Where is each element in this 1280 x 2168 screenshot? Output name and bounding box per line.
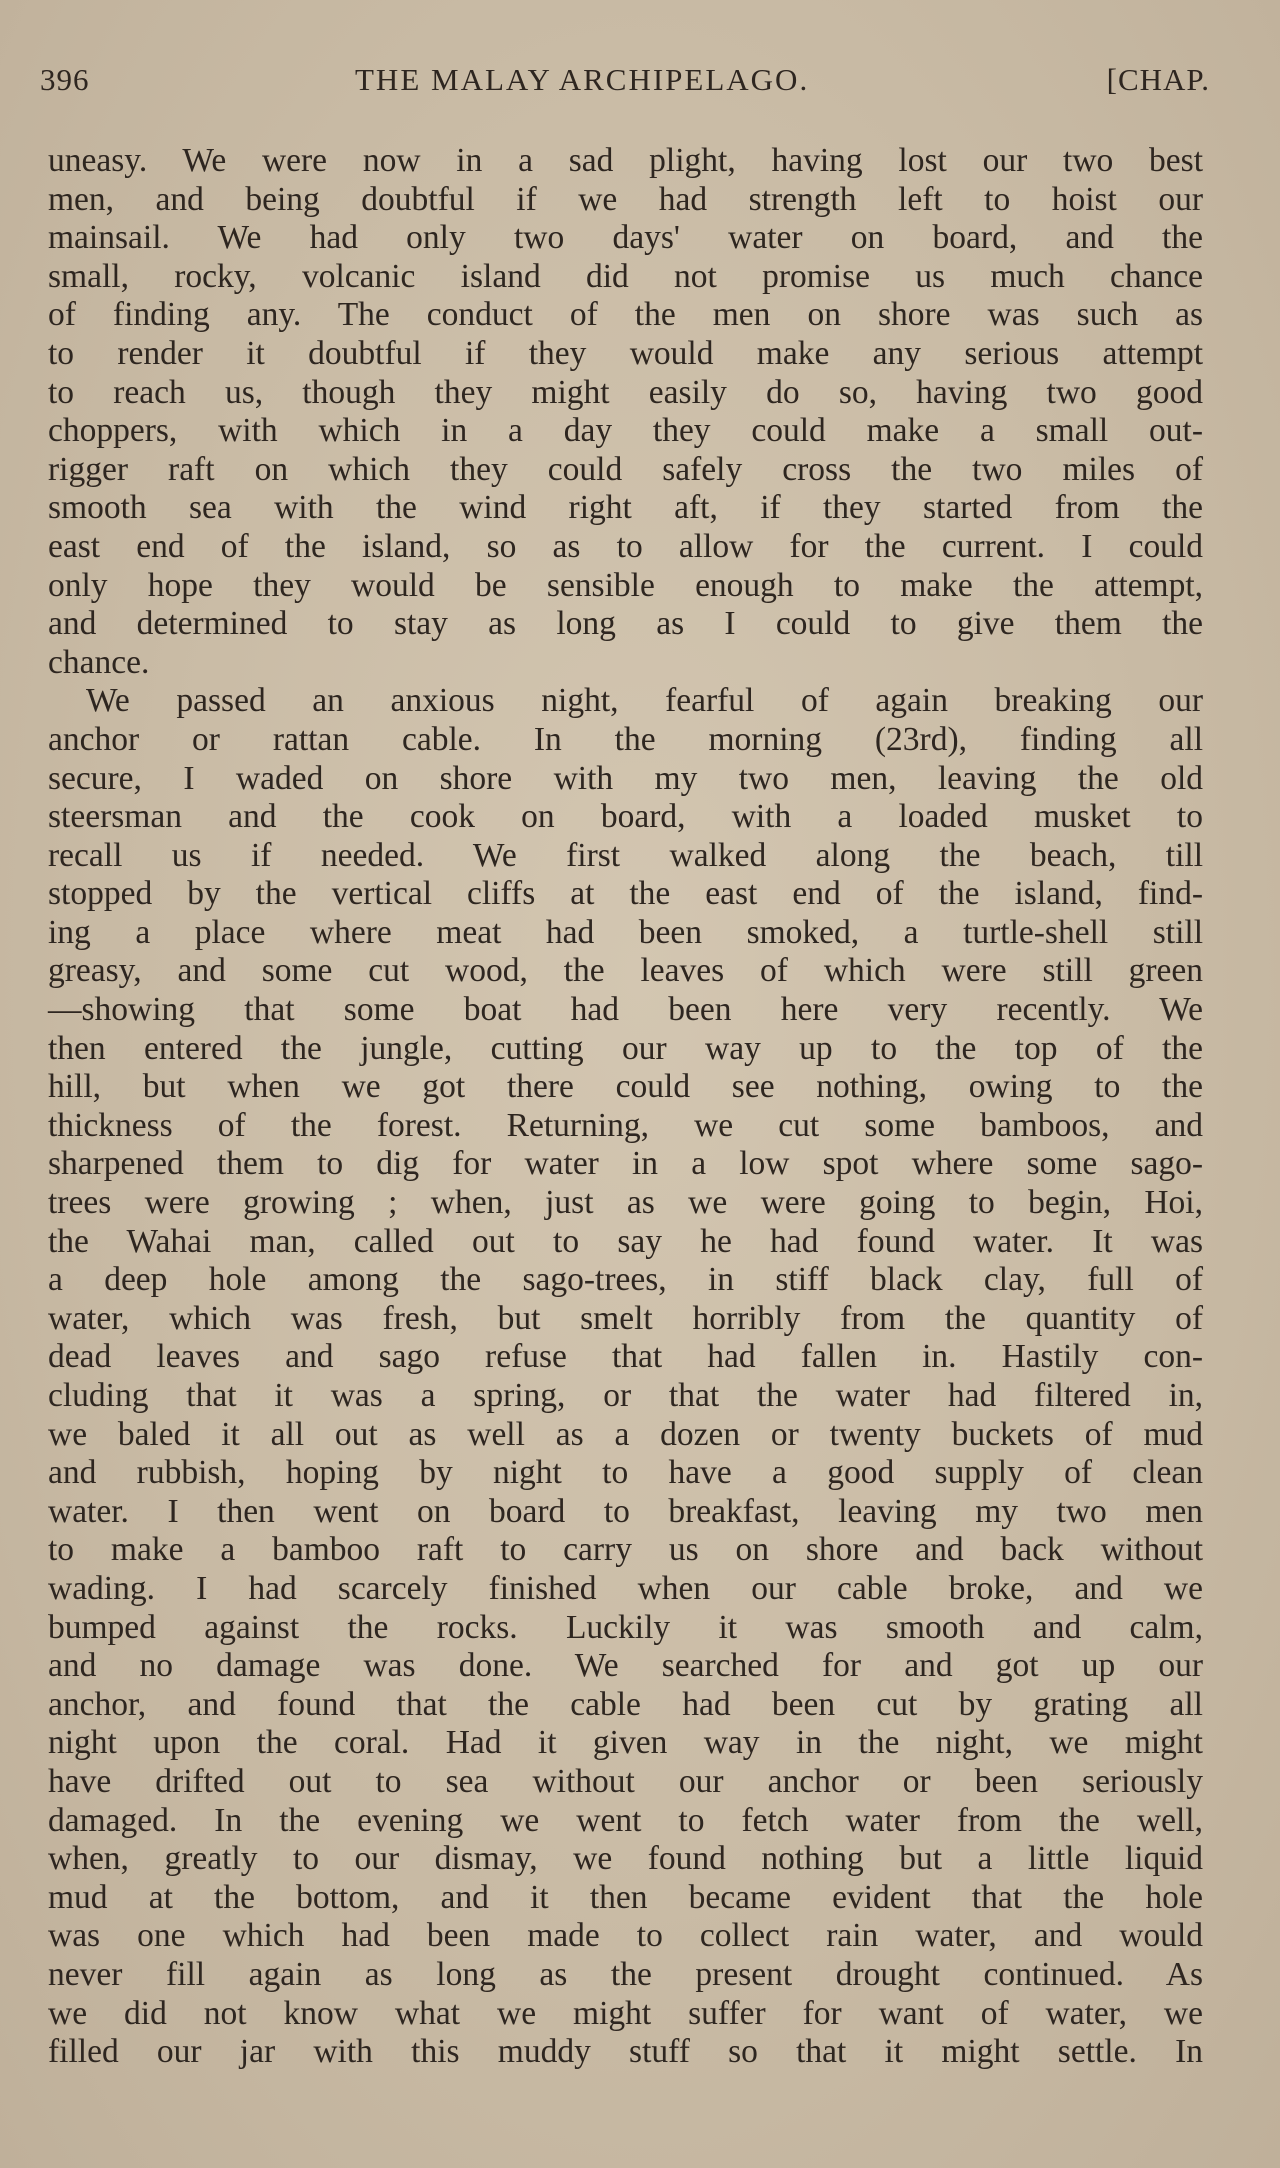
- page-number: 396: [40, 62, 90, 97]
- text-line: We passed an anxious night, fearful of again breaking our: [86, 682, 1203, 720]
- chapter-mark: [CHAP.: [1106, 62, 1210, 97]
- text-line: filled our jar with this muddy stuff so that it might settle. In: [48, 2033, 1203, 2071]
- text-line: east end of the island, so as to allow for the current. I could: [48, 527, 1203, 565]
- text-line: only hope they would be sensible enough to make the attempt,: [48, 566, 1203, 604]
- text-line: uneasy. We were now in a sad plight, having lost our two best: [48, 142, 1203, 179]
- text-line: anchor, and found that the cable had been cut by grating all: [48, 1685, 1203, 1723]
- text-line: we baled it all out as well as a dozen or twenty buckets of mud: [48, 1415, 1203, 1453]
- text-line: mainsail. We had only two days' water on board, and the: [48, 219, 1203, 257]
- text-line: stopped by the vertical cliffs at the east end of the island, find-: [48, 875, 1203, 913]
- body-text: [48, 142, 1203, 2072]
- text-line: then entered the jungle, cutting our way up to the top of the: [48, 1029, 1203, 1067]
- text-line: a deep hole among the sago-trees, in stiff black clay, full of: [48, 1261, 1203, 1299]
- text-line: steersman and the cook on board, with a loaded musket to: [48, 798, 1203, 836]
- text-line: and no damage was done. We searched for and got up our: [48, 1647, 1203, 1685]
- text-line: dead leaves and sago refuse that had fallen in. Hastily con-: [48, 1338, 1203, 1376]
- text-line: cluding that it was a spring, or that the water had filtered in,: [48, 1377, 1203, 1414]
- text-line: recall us if needed. We first walked along the beach, till: [48, 836, 1203, 874]
- text-line: choppers, with which in a day they could make a small out-: [48, 412, 1203, 450]
- text-line: rigger raft on which they could safely cross the two miles of: [48, 450, 1203, 488]
- text-line: mud at the bottom, and it then became evident that the hole: [48, 1878, 1203, 1916]
- text-line: secure, I waded on shore with my two men, leaving the old: [48, 759, 1203, 797]
- text-line: smooth sea with the wind right aft, if they started from the: [48, 489, 1203, 527]
- text-line: anchor or rattan cable. In the morning (23rd), finding all: [48, 720, 1203, 758]
- text-line: have drifted out to sea without our anchor or been seriously: [48, 1762, 1203, 1800]
- text-line: to reach us, though they might easily do so, having two good: [48, 373, 1203, 411]
- text-line: greasy, and some cut wood, the leaves of which were still green: [48, 952, 1203, 990]
- text-line: water, which was fresh, but smelt horribly from the quantity of: [48, 1299, 1203, 1337]
- text-line: ing a place where meat had been smoked, a turtle-shell still: [48, 913, 1203, 951]
- text-line: hill, but when we got there could see nothing, owing to the: [48, 1068, 1203, 1106]
- text-line: was one which had been made to collect rain water, and would: [48, 1917, 1203, 1955]
- text-line: bumped against the rocks. Luckily it was smooth and calm,: [48, 1608, 1203, 1646]
- text-line: to make a bamboo raft to carry us on shore and back without: [48, 1531, 1203, 1569]
- text-line: wading. I had scarcely finished when our cable broke, and we: [48, 1569, 1203, 1607]
- text-line: water. I then went on board to breakfast, leaving my two men: [48, 1492, 1203, 1530]
- running-title: THE MALAY ARCHIPELAGO.: [355, 62, 810, 97]
- text-line: of finding any. The conduct of the men on shore was such as: [48, 296, 1203, 334]
- text-line: —showing that some boat had been here very recently. We: [48, 991, 1203, 1029]
- text-line: chance.: [48, 643, 150, 681]
- text-line: men, and being doubtful if we had strength left to hoist our: [48, 180, 1203, 218]
- text-line: thickness of the forest. Returning, we cut some bamboos, and: [48, 1106, 1203, 1144]
- text-line: and determined to stay as long as I could to give them the: [48, 605, 1203, 643]
- text-line: small, rocky, volcanic island did not promise us much chance: [48, 257, 1203, 295]
- page-header: [40, 62, 1210, 106]
- text-line: sharpened them to dig for water in a low spot where some sago-: [48, 1145, 1203, 1183]
- text-line: to render it doubtful if they would make any serious attempt: [48, 334, 1203, 372]
- text-line: we did not know what we might suffer for want of water, we: [48, 1994, 1203, 2032]
- text-line: never fill again as long as the present drought continued. As: [48, 1955, 1203, 1993]
- text-line: night upon the coral. Had it given way in the night, we might: [48, 1724, 1203, 1762]
- text-line: damaged. In the evening we went to fetch water from the well,: [48, 1801, 1203, 1839]
- text-line: trees were growing ; when, just as we were going to begin, Hoi,: [48, 1184, 1203, 1222]
- text-line: when, greatly to our dismay, we found nothing but a little liquid: [48, 1840, 1203, 1878]
- text-line: and rubbish, hoping by night to have a good supply of clean: [48, 1454, 1203, 1492]
- text-line: the Wahai man, called out to say he had found water. It was: [48, 1222, 1203, 1260]
